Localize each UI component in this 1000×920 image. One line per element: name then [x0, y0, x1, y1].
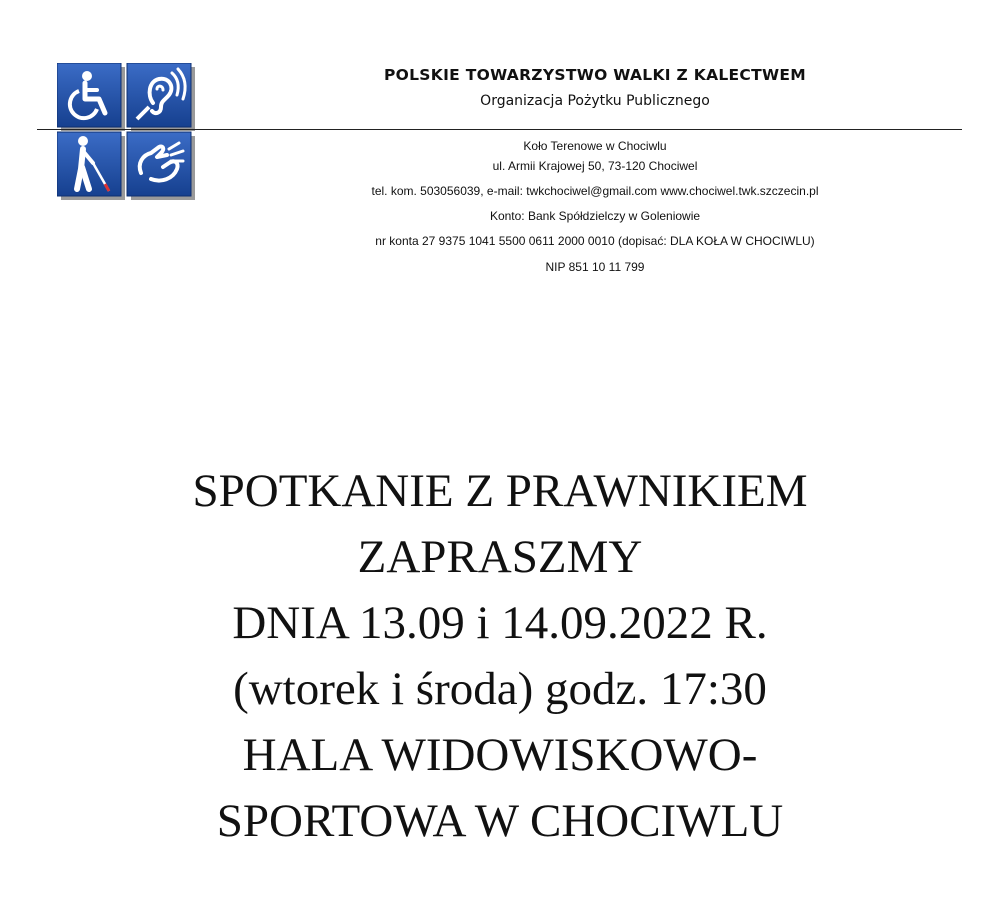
- blind-person-icon: [57, 132, 121, 196]
- phone-email-website: tel. kom. 503056039, e-mail: twkchociwel@gmail.com www.chociwel.twk.szczecin.pl: [371, 184, 819, 198]
- organization-name: POLSKIE TOWARZYSTWO WALKI Z KALECTWEM: [383, 66, 806, 84]
- announcement-invite: ZAPRASZMY: [357, 531, 643, 583]
- address: ul. Armii Krajowej 50, 73-120 Chociwel: [492, 159, 698, 173]
- announcement-date: DNIA 13.09 i 14.09.2022 R.: [232, 597, 768, 649]
- hearing-impaired-icon: [127, 63, 191, 127]
- header-divider: [37, 129, 962, 130]
- announcement-time: (wtorek i środa) godz. 17:30: [233, 663, 767, 715]
- branch-name: Koło Terenowe w Chociwlu: [523, 139, 667, 153]
- tax-id: NIP 851 10 11 799: [545, 260, 645, 274]
- announcement-venue-line1: HALA WIDOWISKOWO-: [242, 729, 758, 781]
- announcement: [0, 458, 1000, 854]
- organization-logo: [57, 63, 195, 200]
- sign-language-icon: [127, 132, 191, 196]
- announcement-venue-line2: SPORTOWA W CHOCIWLU: [216, 795, 784, 847]
- wheelchair-icon: [57, 63, 121, 127]
- bank-name: Konto: Bank Spółdzielczy w Goleniowie: [489, 209, 701, 223]
- bank-account-number: nr konta 27 9375 1041 5500 0611 2000 0010 (dopisać: DLA KOŁA W CHOCIWLU): [375, 234, 815, 248]
- announcement-title: SPOTKANIE Z PRAWNIKIEM: [192, 465, 808, 517]
- organization-subtitle: Organizacja Pożytku Publicznego: [480, 93, 710, 109]
